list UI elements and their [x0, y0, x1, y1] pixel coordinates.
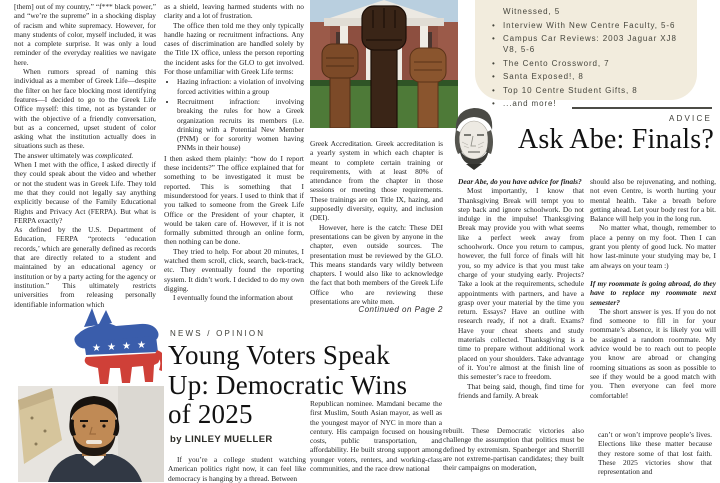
article-paragraph: As defined by the U.S. Department of Education, FERPA “protects ‘education records,’ which are generally defined as records that are directly related to a student and maintained by an educational agency or institution or by a party acting for the agency or institution.” This ultimately restricts universities from releasing personally identifiable information which — [14, 225, 156, 309]
toc-item: • The Cento Crossword, 7 — [491, 58, 683, 69]
portrait-photo-icon — [18, 386, 164, 482]
svg-text:★: ★ — [137, 340, 146, 351]
list-item: • Hazing infraction: a violation of involving forced activities within a group — [177, 77, 304, 96]
article-paragraph: They tried to help. For about 20 minutes, I watched them scroll, click, search, back-track, etc. They eventually found the reporting system. It didn’t work. I decided to do my own digging. — [164, 246, 304, 293]
toc-item: Witnessed, 5 — [503, 7, 561, 16]
article-paragraph: However, here is the catch: These DEI presentations can be given by anyone in the chapter, even outside sources. The presentation must be reviewed by the GLO. This means standards vary wildly between chapters. I would also like to acknowledge the fact that both members of the Greek Life Office who are reviewing these presentations are white men. — [310, 222, 443, 307]
svg-text:★: ★ — [107, 342, 116, 353]
article-paragraph: should also be rejuvenating, and nothing, not even Centre, is worth hurting your mental health. Take a breath before getting ahead. Let your body rest for a bit. Balance will help you in the long run. — [590, 177, 716, 224]
list-item: • Recruitment infraction: involving breaking the rules for how a Greek organization recruits its members (i.e. drinking with a Potential New Member (PNM) or for sorority women having PNMs in their house) — [177, 97, 304, 153]
toc-item: • Santa Exposed!, 8 — [491, 71, 683, 82]
article-paragraph: When rumors spread of naming this individual as a member of Greek Life—despite the filter on her face blocking most identifying features—I decided to go to the Greek Life Office myself: this time, not as bystander or with the objective of a friendly conversation, but as a concerned, upset student of color asking what the institution actually does in situations such as these. — [14, 67, 156, 151]
lincoln-portrait — [444, 102, 502, 172]
article-paragraph: The office then told me they only typically handle hazing or recruitment infractions. Any cases of discrimination are handled solely by the Title IX office, unless the person reporting the incident asks for the GLO to get involved. For those unfamiliar with Greek Life terms: — [164, 20, 304, 77]
donkey-icon — [70, 308, 162, 388]
greek-article-column-2 — [164, 2, 304, 303]
article-paragraph: If you’re a college student watching American politics right now, it can feel like democracy is hanging by a thread. Between — [168, 455, 306, 483]
article-paragraph: rebuilt. These Democratic victories also challenge the assumption that politics must be defined by extremism. Spanberger and Sherrill are not extreme-partisan candidates; they built their campaigns on moderation, — [443, 426, 584, 473]
greek-terms-list — [164, 77, 304, 152]
toc-list — [491, 6, 683, 109]
ask-abe-column-right — [590, 177, 716, 400]
article-paragraph: [them] out of my country,” “f*** black power,” and “we’re the supreme” in a shocking display of racism and white supremacy. However, for many students of color, myself included, it was not a complete surprise. It was only a loud reminder of the everyday realities we navigate here. — [14, 2, 156, 67]
table-of-contents-box — [475, 0, 697, 108]
ask-abe-question: Dear Abe, do you have advice for finals? — [458, 177, 582, 186]
article-paragraph: as a shield, leaving harmed students with no clarity and a lot of frustration. — [164, 2, 304, 21]
fists-protest-image — [310, 0, 458, 128]
toc-item: • Top 10 Centre Student Gifts, 8 — [491, 85, 683, 96]
young-voters-column-right — [310, 399, 442, 473]
continued-on-page-note: Continued on Page 2 — [358, 305, 443, 314]
section-divider — [572, 107, 712, 109]
democrat-donkey-logo — [70, 308, 162, 388]
toc-item: • ...and more! — [491, 98, 683, 109]
byline: by LINLEY MUELLER — [170, 434, 273, 445]
ask-abe-question: If my roommate is going abroad, do they have to replace my roommate next semester? — [590, 278, 716, 307]
article-paragraph: Most importantly, I know that Thanksgiving Break will tempt you to step back and ignore schoolwork. Do not indulge in the impulse! Thanksgiving Break may provide you with what seems like a perfect week away from schoolwork. Once you return to campus, however, the full force of finals will hit you, so my advice is that you must take charge of your studying early. Projects? Take a look at the requirements, schedule appointments with partners, and have a grasp over your material by the time you return. Essays? Have an outline with research ready, if not a draft. Exams? Have your cheat sheets and study materials collected. Thanksgiving is a time to prepare without additional work placed on your shoulders. Take advantage of it. You’re almost at the finish line of this semester’s race to freedom. — [458, 186, 584, 382]
news-opinion-section-label: NEWS / OPINION — [170, 329, 266, 338]
article-paragraph: That being said, though, find time for friends and family. A break — [458, 381, 584, 400]
svg-text:★: ★ — [122, 341, 131, 352]
toc-item: • Interview With New Centre Faculty, 5-6 — [491, 20, 683, 31]
advice-section-label: ADVICE — [669, 114, 712, 123]
article-paragraph: The answer ultimately was complicated. — [14, 150, 134, 160]
greek-article-column-3 — [310, 139, 443, 306]
ask-abe-headline: Ask Abe: Finals? — [517, 124, 714, 155]
toc-item: • Campus Car Reviews: 2003 Jaguar XJ8 V8, 5-6 — [491, 33, 683, 55]
mamdani-portrait-photo — [18, 386, 164, 480]
article-paragraph: Greek Accreditation. Greek accreditation is a yearly system in which each chapter is meant to complete certain training or requirements, with at least 80% of attendance from the chapter in those sessions or meeting those requirements. These trainings are on Title IX, hazing, and supposedly diversity, equity, and inclusion (DEI). — [310, 139, 443, 223]
article-paragraph: When I met with the office, I asked directly if they could speak about the video and whether or not the student was in Greek Life. They told me that they could not legally say anything explicitly because of the Family Educational Rights and Privacy Act (FERPA). But what is FERPA exactly? — [14, 160, 156, 225]
article-paragraph: I then asked them plainly: “how do I report these incidents?” The office explained that for something to be investigated it must be reported. This is something that I misunderstood for years. I used to think that if you talked to someone from the Greek Life Office or the President of your chapter, it would be taken care of. However, if it is not formally submitted through an online form, then nothing can be done. — [164, 153, 304, 247]
article-paragraph: Republican nominee. Mamdani became the first Muslim, South Asian mayor, as well as the youngest mayor of NYC in more than a century. His campaign focused on housing costs, public transportation, and affordability. He built strong support among younger voters, renters, and working-class communities, and the race drew national — [310, 399, 442, 474]
young-voters-column-left — [168, 455, 306, 483]
article-paragraph: can’t or won’t improve people’s lives. Elections like these matter because they restore some of that lost faith. These 2025 victories show that representation and — [598, 430, 712, 477]
ask-abe-column-left — [458, 177, 584, 400]
young-voters-headline: Young Voters Speak Up: Democratic Wins of 2025 — [168, 340, 408, 429]
greek-article-column-1 — [14, 2, 156, 309]
article-paragraph: The short answer is yes. If you do not find someone to fill in for your roommate’s absence, it is likely you will be assigned a random roommate. My advice would be to reach out to people you know are abroad or changing rooming situations as soon as possible to see if they would be a good match with you. Then everyone can feel more comfortable! — [590, 306, 716, 400]
article-paragraph: No matter what, though, remember to place a penny on my foot. Then I can grant you plenty of good luck. No matter how last-minute your studying may be, I am always on your team :) — [590, 223, 716, 270]
young-voters-continuation-column-2 — [598, 430, 712, 476]
article-paragraph: I eventually found the information about — [173, 293, 294, 303]
young-voters-continuation-column-1 — [443, 426, 584, 472]
lincoln-sketch-icon — [444, 102, 502, 172]
svg-text:★: ★ — [92, 343, 101, 354]
raised-fists-icon — [310, 0, 458, 128]
